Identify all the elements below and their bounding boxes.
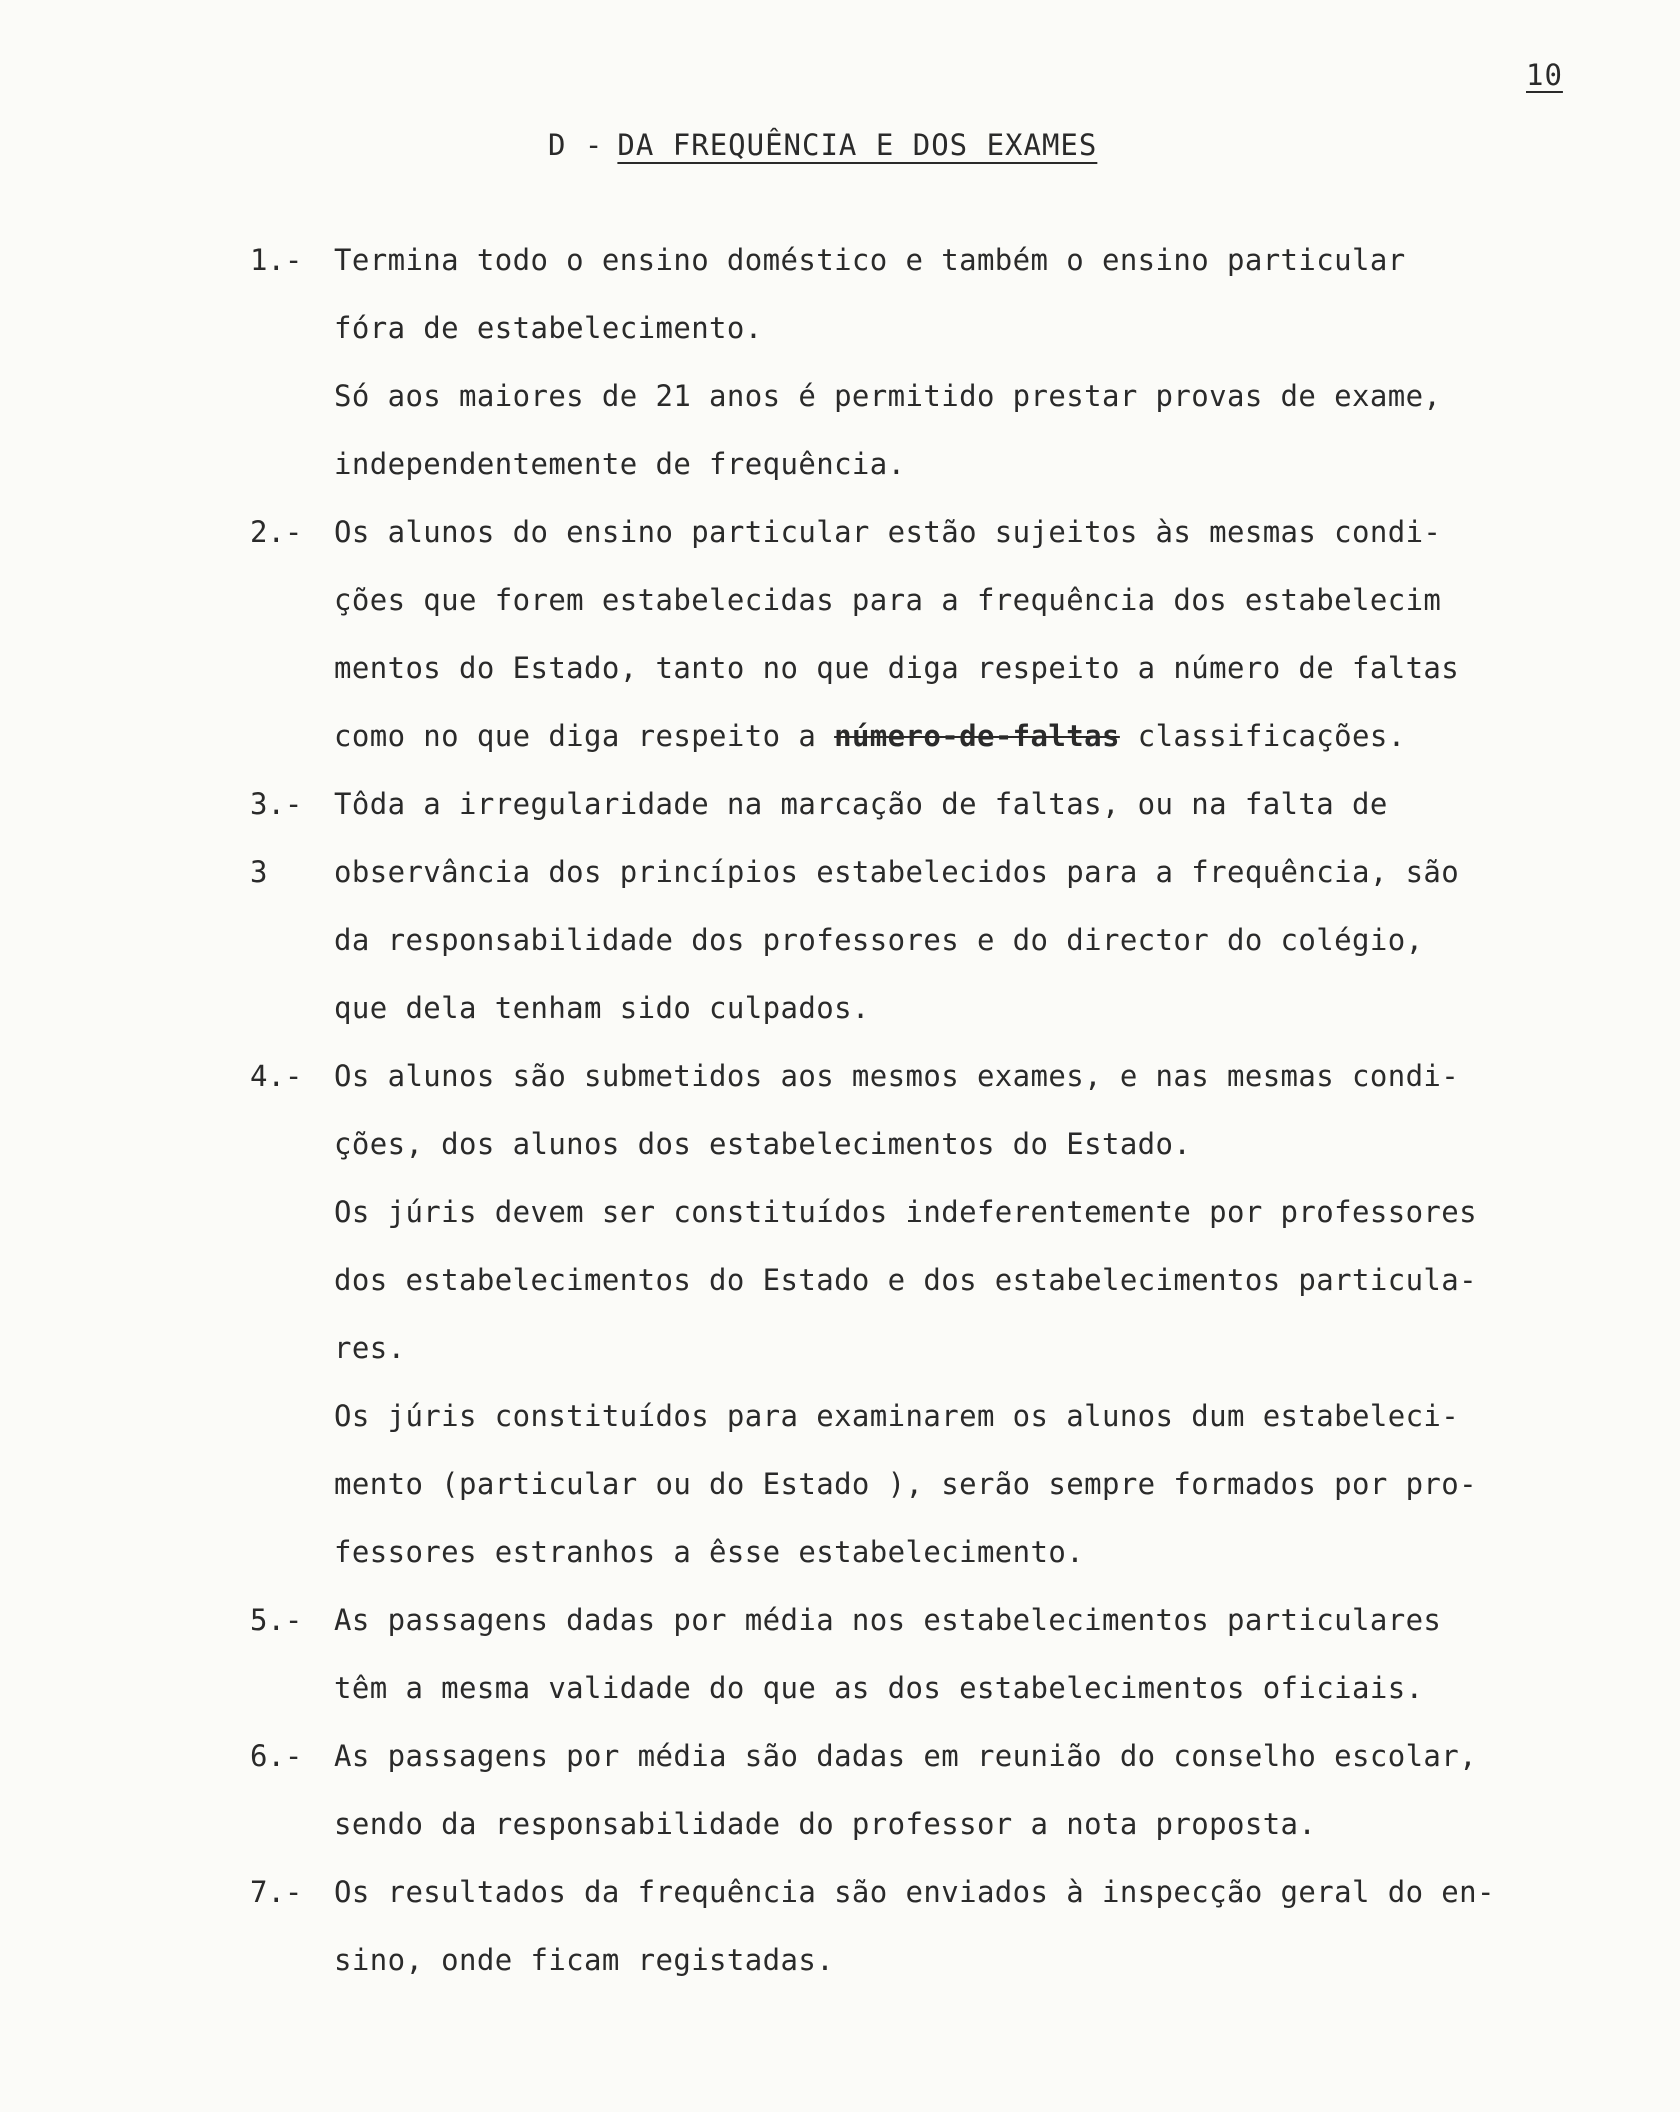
text-line: ções que forem estabelecidas para a frequência dos estabelecim [334, 583, 1442, 617]
text-line: independentemente de frequência. [334, 447, 906, 481]
item-text [334, 1722, 1620, 1858]
text-line: da responsabilidade dos professores e do director do colégio, [334, 923, 1424, 957]
text-line: res. [334, 1331, 406, 1365]
text-line: têm a mesma validade do que as dos estabelecimentos oficiais. [334, 1671, 1424, 1705]
text-line: sendo da responsabilidade do professor a nota proposta. [334, 1807, 1317, 1841]
section-title: DA FREQUÊNCIA E DOS EXAMES [617, 128, 1098, 162]
text-line: sino, onde ficam registadas. [334, 1943, 835, 1977]
text-line: Tôda a irregularidade na marcação de faltas, ou na falta de [334, 787, 1388, 821]
text-line: As passagens dadas por média nos estabelecimentos particulares [334, 1603, 1442, 1637]
item-text [334, 1586, 1620, 1722]
item-number: 5.- [250, 1603, 303, 1637]
item-number: 7.- [250, 1875, 303, 1909]
item-text [334, 1042, 1620, 1586]
text-line: fessores estranhos a êsse estabelecimento. [334, 1535, 1085, 1569]
text-line: dos estabelecimentos do Estado e dos estabelecimentos particula- [334, 1263, 1478, 1297]
text-line: mento (particular ou do Estado ), serão sempre formados por pro- [334, 1467, 1478, 1501]
text-line: Os resultados da frequência são enviados à inspecção geral do en- [334, 1875, 1495, 1909]
text-line: observância dos princípios estabelecidos para a frequência, são [334, 855, 1460, 889]
item-number: 1.- [250, 243, 303, 277]
text-line: fóra de estabelecimento. [334, 311, 763, 345]
item-number: 3.- [250, 787, 303, 821]
text-line: Termina todo o ensino doméstico e também o ensino particular [334, 243, 1406, 277]
text-line: As passagens por média são dadas em reunião do conselho escolar, [334, 1739, 1478, 1773]
margin-note: 3 [250, 855, 268, 889]
list-item [250, 770, 1620, 1042]
item-text [334, 498, 1620, 770]
text-line: Os júris constituídos para examinarem os alunos dum estabeleci- [334, 1399, 1460, 1433]
struck-text: número-de-faltas [834, 719, 1120, 753]
text-line: Os júris devem ser constituídos indeferentemente por professores [334, 1195, 1478, 1229]
list-item [250, 1042, 1620, 1586]
list-item [250, 498, 1620, 770]
text-line: ções, dos alunos dos estabelecimentos do Estado. [334, 1127, 1192, 1161]
item-number: 2.- [250, 515, 303, 549]
page-number: 10 [1526, 58, 1563, 92]
text-line-with-strikethrough [334, 702, 1620, 770]
item-text [334, 1858, 1620, 1994]
item-number: 6.- [250, 1739, 303, 1773]
section-heading [548, 128, 1097, 162]
text-line: Os alunos do ensino particular estão sujeitos às mesmas condi- [334, 515, 1442, 549]
list-item [250, 1586, 1620, 1722]
item-text [334, 770, 1620, 1042]
text-line: Só aos maiores de 21 anos é permitido prestar provas de exame, [334, 379, 1442, 413]
text-line: que dela tenham sido culpados. [334, 991, 870, 1025]
document-body [250, 226, 1620, 1994]
text-line: Os alunos são submetidos aos mesmos exames, e nas mesmas condi- [334, 1059, 1460, 1093]
item-text [334, 226, 1620, 498]
section-letter: D - [548, 128, 604, 162]
item-number: 4.- [250, 1059, 303, 1093]
line-end: classificações. [1119, 719, 1406, 753]
line-start: como no que diga respeito a [334, 719, 835, 753]
text-line: mentos do Estado, tanto no que diga respeito a número de faltas [334, 651, 1460, 685]
list-item [250, 1858, 1620, 1994]
list-item [250, 226, 1620, 498]
list-item [250, 1722, 1620, 1858]
